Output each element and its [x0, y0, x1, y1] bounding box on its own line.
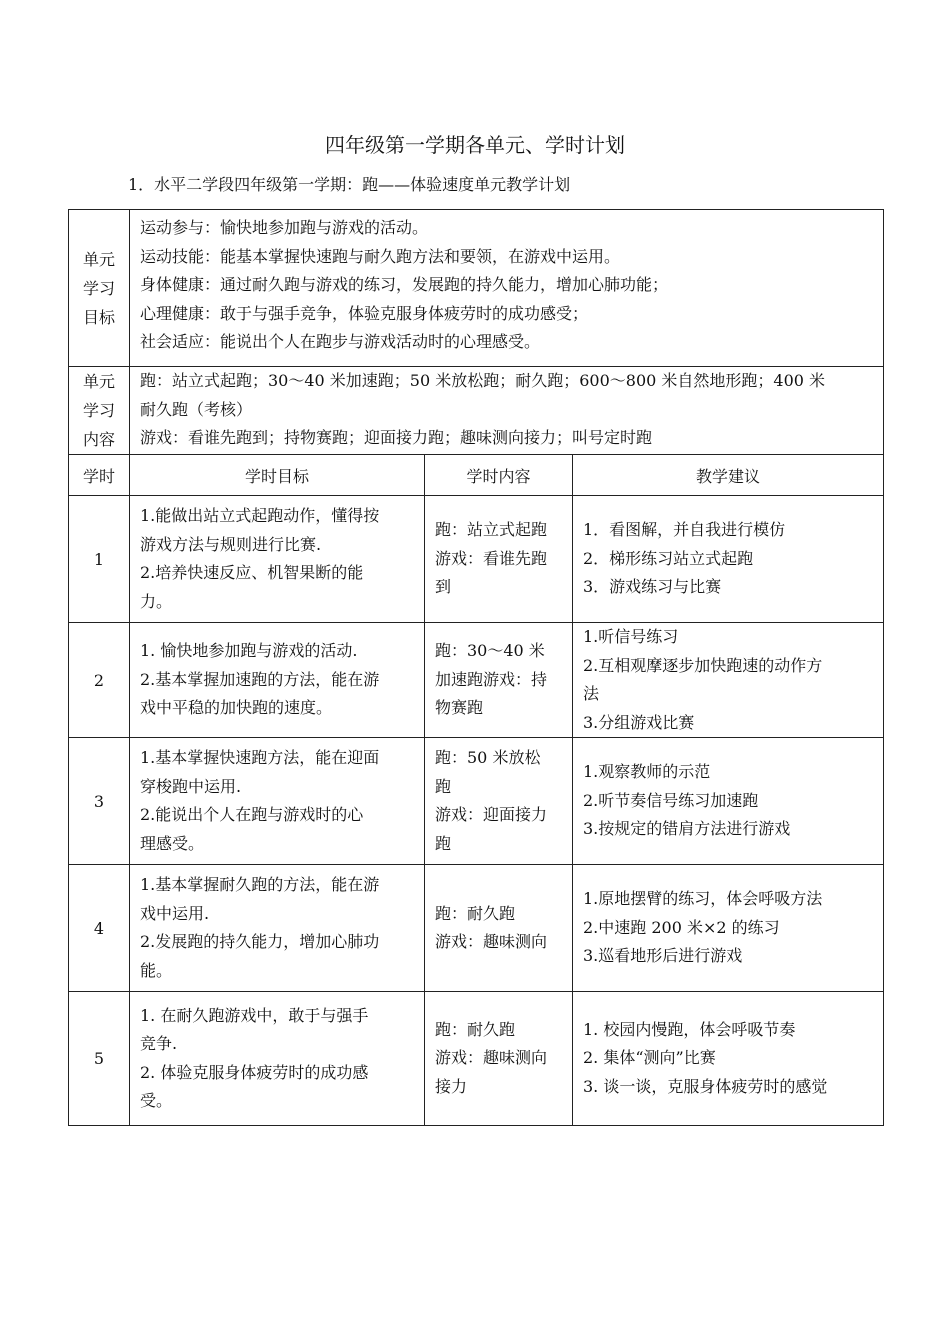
table-row [69, 623, 884, 738]
header-lesson-goal: 学时目标 [130, 455, 425, 496]
table-row [69, 865, 884, 992]
unit-content-text: 跑：站立式起跑；30～40 米加速跑；50 米放松跑；耐久跑；600～800 米自然地形跑；400 米 耐久跑（考核） 游戏：看谁先跑到；持物赛跑；迎面接力跑；趣味测向接力；叫号定时跑 [130, 367, 884, 455]
page-title: 四年级第一学期各单元、学时计划 [325, 133, 625, 157]
table-row [69, 496, 884, 623]
header-lesson-content: 学时内容 [425, 455, 573, 496]
lesson-goal: 1. 在耐久跑游戏中，敢于与强手 竞争. 2. 体验克服身体疲劳时的成功感 受。 [130, 992, 425, 1126]
lesson-number: 3 [69, 738, 130, 865]
unit-plan-table [68, 209, 884, 1126]
unit-goals-text: 运动参与：愉快地参加跑与游戏的活动。 运动技能：能基本掌握快速跑与耐久跑方法和要领，在游戏中运用。 身体健康：通过耐久跑与游戏的练习，发展跑的持久能力，增加心肺功能； 心理健康：敢于与强手竞争，体验克服身体疲劳时的成功感受； 社会适应：能说出个人在跑步与游戏活动时的心理感受。 [130, 210, 884, 367]
lesson-number: 5 [69, 992, 130, 1126]
lesson-content: 跑：50 米放松 跑 游戏：迎面接力 跑 [425, 738, 573, 865]
header-lesson-no: 学时 [69, 455, 130, 496]
lesson-content: 跑：站立式起跑 游戏：看谁先跑 到 [425, 496, 573, 623]
lesson-number: 2 [69, 623, 130, 738]
lesson-goal: 1.基本掌握耐久跑的方法，能在游 戏中运用. 2.发展跑的持久能力，增加心肺功 能。 [130, 865, 425, 992]
lesson-advice: 1.听信号练习 2.互相观摩逐步加快跑速的动作方 法 3.分组游戏比赛 [573, 623, 884, 738]
unit-goals-label: 单元 学习 目标 [69, 210, 130, 367]
lesson-number: 1 [69, 496, 130, 623]
table-row [69, 992, 884, 1126]
lesson-content: 跑：耐久跑 游戏：趣味测向 [425, 865, 573, 992]
header-teaching-advice: 教学建议 [573, 455, 884, 496]
lesson-number: 4 [69, 865, 130, 992]
unit-goals-row [69, 210, 884, 367]
lesson-content: 跑：30～40 米 加速跑游戏：持 物赛跑 [425, 623, 573, 738]
lesson-content: 跑：耐久跑 游戏：趣味测向 接力 [425, 992, 573, 1126]
section-subtitle: 1．水平二学段四年级第一学期：跑——体验速度单元教学计划 [128, 175, 571, 194]
lesson-goal: 1. 愉快地参加跑与游戏的活动. 2.基本掌握加速跑的方法，能在游 戏中平稳的加快跑的速度。 [130, 623, 425, 738]
lesson-advice: 1.观察教师的示范 2.听节奏信号练习加速跑 3.按规定的错肩方法进行游戏 [573, 738, 884, 865]
lesson-advice: 1. 校园内慢跑，体会呼吸节奏 2. 集体“测向”比赛 3. 谈一谈，克服身体疲劳时的感觉 [573, 992, 884, 1126]
table-row [69, 738, 884, 865]
lesson-advice: 1.原地摆臂的练习，体会呼吸方法 2.中速跑 200 米×2 的练习 3.巡看地形后进行游戏 [573, 865, 884, 992]
table-header-row [69, 455, 884, 496]
lesson-goal: 1.能做出站立式起跑动作，懂得按 游戏方法与规则进行比赛. 2.培养快速反应、机智果断的能 力。 [130, 496, 425, 623]
lesson-goal: 1.基本掌握快速跑方法，能在迎面 穿梭跑中运用. 2.能说出个人在跑与游戏时的心 理感受。 [130, 738, 425, 865]
lesson-advice: 1．看图解，并自我进行模仿 2．梯形练习站立式起跑 3．游戏练习与比赛 [573, 496, 884, 623]
unit-content-label: 单元 学习 内容 [69, 367, 130, 455]
unit-content-row [69, 367, 884, 455]
